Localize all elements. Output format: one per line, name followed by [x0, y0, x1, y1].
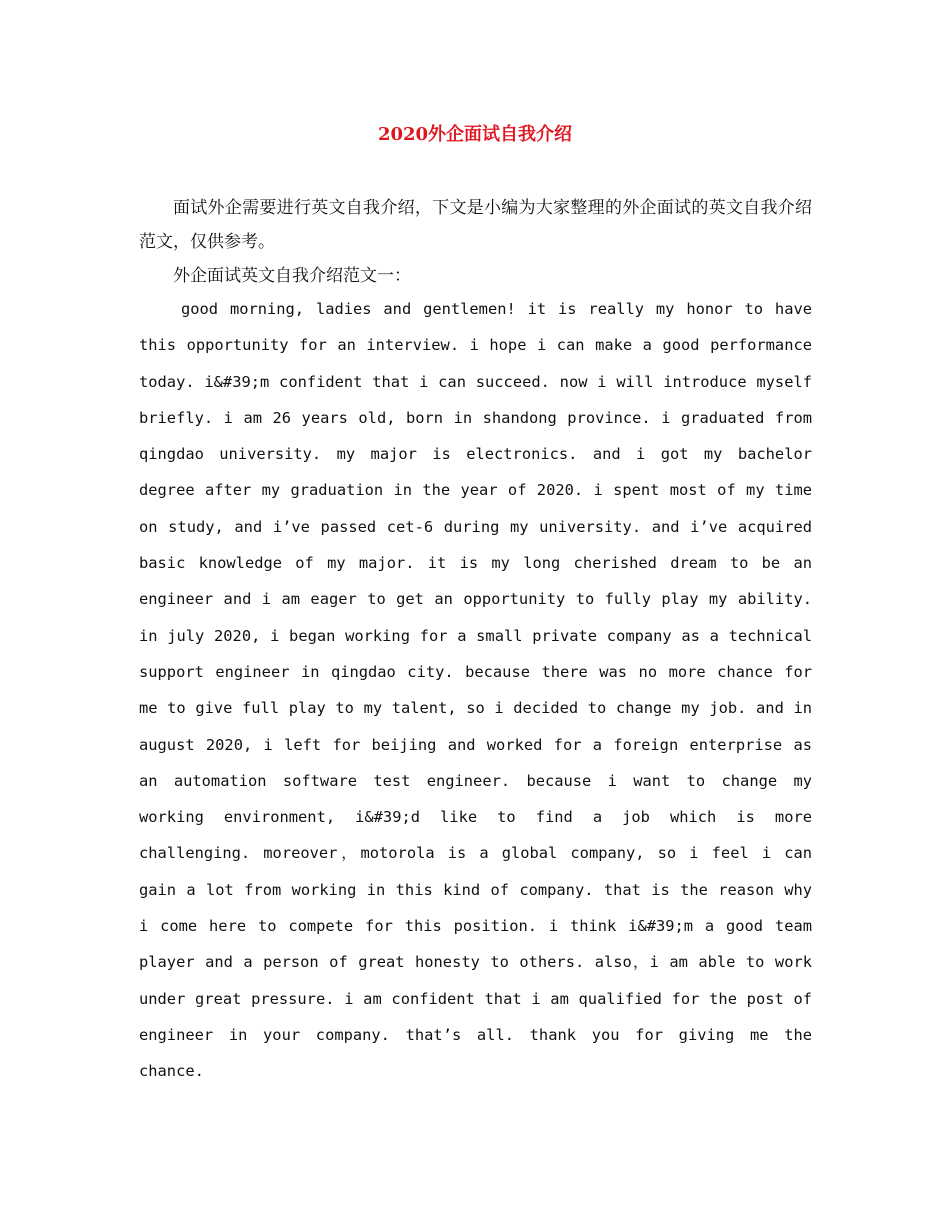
english-sample-paragraph: good morning, ladies and gentlemen! it is really my honor to have this opportunity for an interview. i hope i can make a good performance today. i&#39;m confident that i can succeed. now i will introduce myself briefly. i am 26 years old, born in shandong province. i graduated from qingdao university. my major is electronics. and i got my bachelor degree after my graduation in the year of 2020. i spent most of my time on study, and i’ve passed cet-6 during my university. and i’ve acquired basic knowledge of my major. it is my long cherished dream to be an engineer and i am eager to get an opportunity to fully play my ability. in july 2020, i began working for a small private company as a technical support engineer in qingdao city. because there was no more chance for me to give full play to my talent, so i decided to change my job. and in august 2020, i left for beijing and worked for a foreign enterprise as an automation software test engineer. because i want to change my working environment, i&#39;d like to find a job which is more challenging. moreover，motorola is a global company, so i feel i can gain a lot from working in this kind of company. that is the reason why i come here to compete for this position. i think i&#39;m a good team player and a person of great honesty to others. also，i am able to work under great pressure. i am confident that i am qualified for the post of engineer in your company. that’s all. thank you for giving me the chance. — [139, 300, 812, 1081]
document-title: 2020外企面试自我介绍 — [377, 124, 573, 145]
intro-paragraph: 面试外企需要进行英文自我介绍，下文是小编为大家整理的外企面试的英文自我介绍范文，仅供参考。 — [139, 198, 812, 252]
section-heading: 外企面试英文自我介绍范文一： — [173, 266, 411, 286]
